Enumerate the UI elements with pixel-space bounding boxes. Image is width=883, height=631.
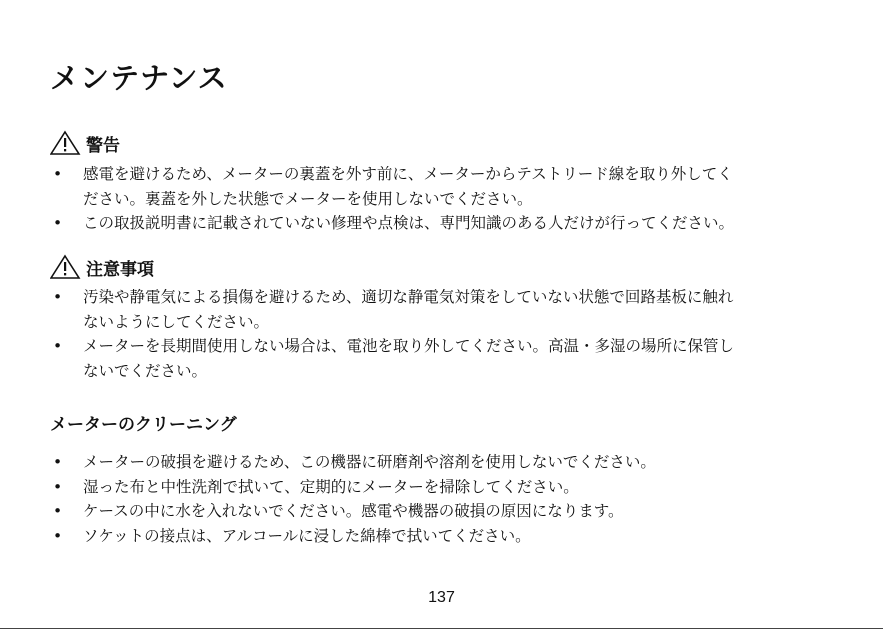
warning-triangle-icon <box>50 130 84 156</box>
list-item-line: ないでください。 <box>83 361 208 380</box>
list-item-line: ケースの中に水を入れないでください。感電や機器の破損の原因になります。 <box>83 502 624 520</box>
bullet: • <box>53 453 63 471</box>
page-title: メンテナンス <box>50 61 228 95</box>
bullet: • <box>53 214 63 232</box>
list-item-line: ソケットの接点は、アルコールに浸した綿棒で拭いてください。 <box>83 526 531 545</box>
caution-heading <box>50 254 154 280</box>
warning-list <box>50 162 850 236</box>
list-item-line: ないようにしてください。 <box>83 312 270 331</box>
list-item <box>50 334 850 383</box>
list-item <box>50 499 850 524</box>
list-item-line: ださい。裏蓋を外した状態でメーターを使用しないでください。 <box>83 189 533 208</box>
bullet: • <box>53 337 63 355</box>
list-item <box>50 211 850 236</box>
bullet: • <box>53 502 63 520</box>
list-item <box>50 450 850 475</box>
list-item <box>50 285 850 334</box>
list-item <box>50 475 850 500</box>
bottom-divider <box>0 628 883 629</box>
warning-heading <box>50 130 120 156</box>
list-item-line: 汚染や静電気による損傷を避けるため、適切な静電気対策をしていない状態で回路基板に触れ <box>83 288 734 306</box>
warning-triangle-icon <box>50 254 84 280</box>
cleaning-heading: メーターのクリーニング <box>50 415 237 435</box>
list-item <box>50 524 850 549</box>
list-item <box>50 162 850 211</box>
list-item-line: メーターを長期間使用しない場合は、電池を取り外してください。高温・多湿の場所に保管し <box>83 337 735 355</box>
list-item-line: この取扱説明書に記載されていない修理や点検は、専門知識のある人だけが行ってください。 <box>83 214 735 232</box>
cleaning-list <box>50 450 850 548</box>
warning-heading-text: 警告 <box>86 135 120 156</box>
list-item-line: メーターの破損を避けるため、この機器に研磨剤や溶剤を使用しないでください。 <box>83 453 656 471</box>
caution-list <box>50 285 850 383</box>
list-item-line: 感電を避けるため、メーターの裏蓋を外す前に、メーターからテストリード線を取り外してく <box>83 165 733 183</box>
list-item-line: 湿った布と中性洗剤で拭いて、定期的にメーターを掃除してください。 <box>83 477 579 496</box>
bullet: • <box>53 477 63 496</box>
bullet: • <box>53 165 63 183</box>
bullet: • <box>53 526 63 545</box>
bullet: • <box>53 288 63 306</box>
page-number: 137 <box>428 589 455 606</box>
caution-heading-text: 注意事項 <box>86 259 154 280</box>
